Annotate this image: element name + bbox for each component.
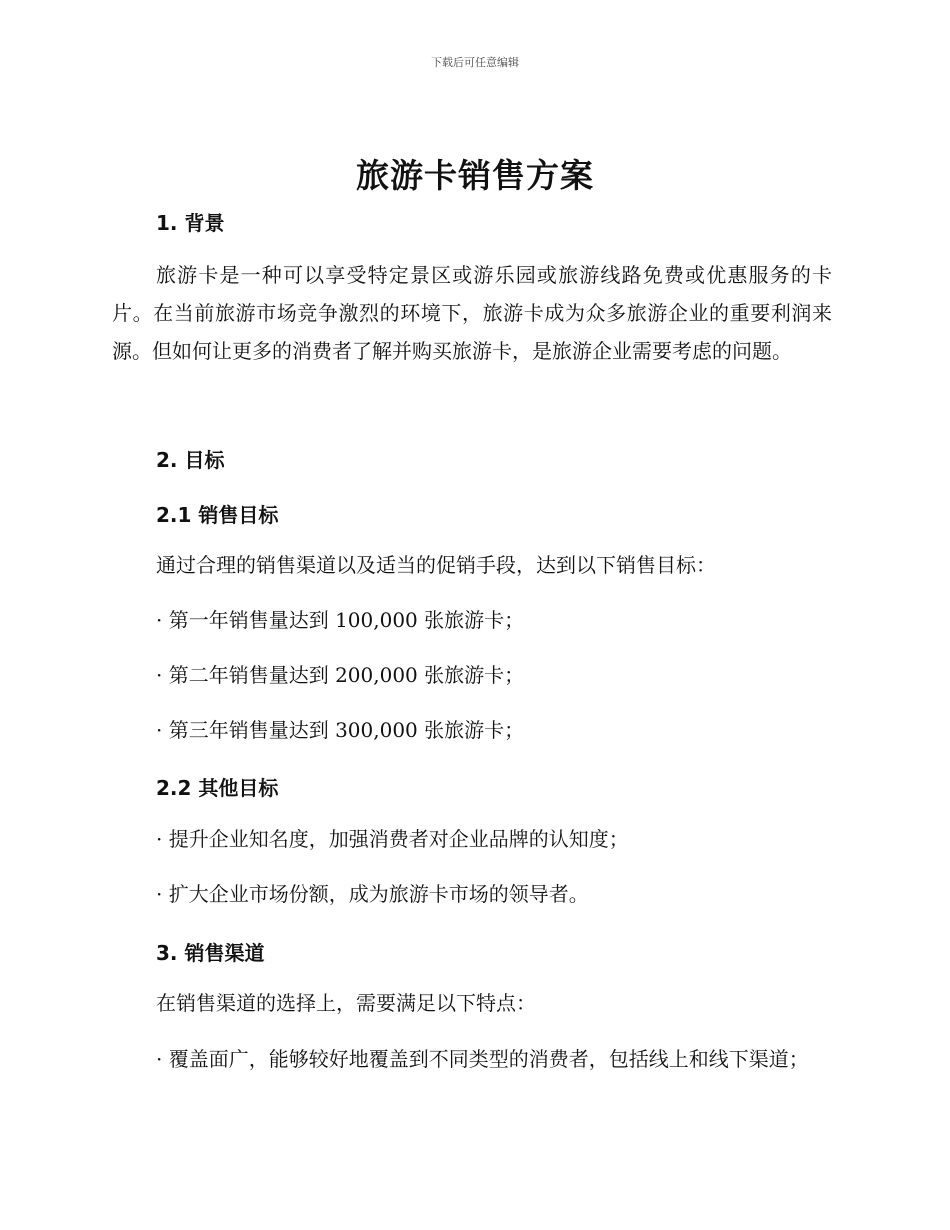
section-heading-channels: 3. 销售渠道: [156, 941, 265, 965]
list-item: · 第三年销售量达到 300,000 张旅游卡；: [156, 718, 525, 742]
section-heading-background: 1. 背景: [156, 211, 225, 235]
list-item: · 扩大企业市场份额，成为旅游卡市场的领导者。: [156, 882, 589, 906]
list-item: · 覆盖面广，能够较好地覆盖到不同类型的消费者，包括线上和线下渠道；: [156, 1047, 809, 1071]
header-note: 下载后可任意编辑: [431, 56, 519, 69]
list-item: · 第一年销售量达到 100,000 张旅游卡；: [156, 608, 525, 632]
sales-goals-intro: 通过合理的销售渠道以及适当的促销手段，达到以下销售目标：: [156, 553, 716, 577]
subsection-heading-sales-goals: 2.1 销售目标: [156, 503, 279, 527]
list-item: · 第二年销售量达到 200,000 张旅游卡；: [156, 663, 525, 687]
section-heading-goals: 2. 目标: [156, 448, 225, 472]
channels-intro: 在销售渠道的选择上，需要满足以下特点：: [156, 991, 536, 1015]
subsection-heading-other-goals: 2.2 其他目标: [156, 776, 279, 800]
background-paragraph: 旅游卡是一种可以享受特定景区或游乐园或旅游线路免费或优惠服务的卡片。在当前旅游市场竞争激烈的环境下，旅游卡成为众多旅游企业的重要利润来源。但如何让更多的消费者了解并购买旅游卡，是旅游企业需要考虑的问题。: [112, 263, 832, 363]
list-item: · 提升企业知名度，加强消费者对企业品牌的认知度；: [156, 827, 629, 851]
document-title: 旅游卡销售方案: [356, 156, 594, 195]
